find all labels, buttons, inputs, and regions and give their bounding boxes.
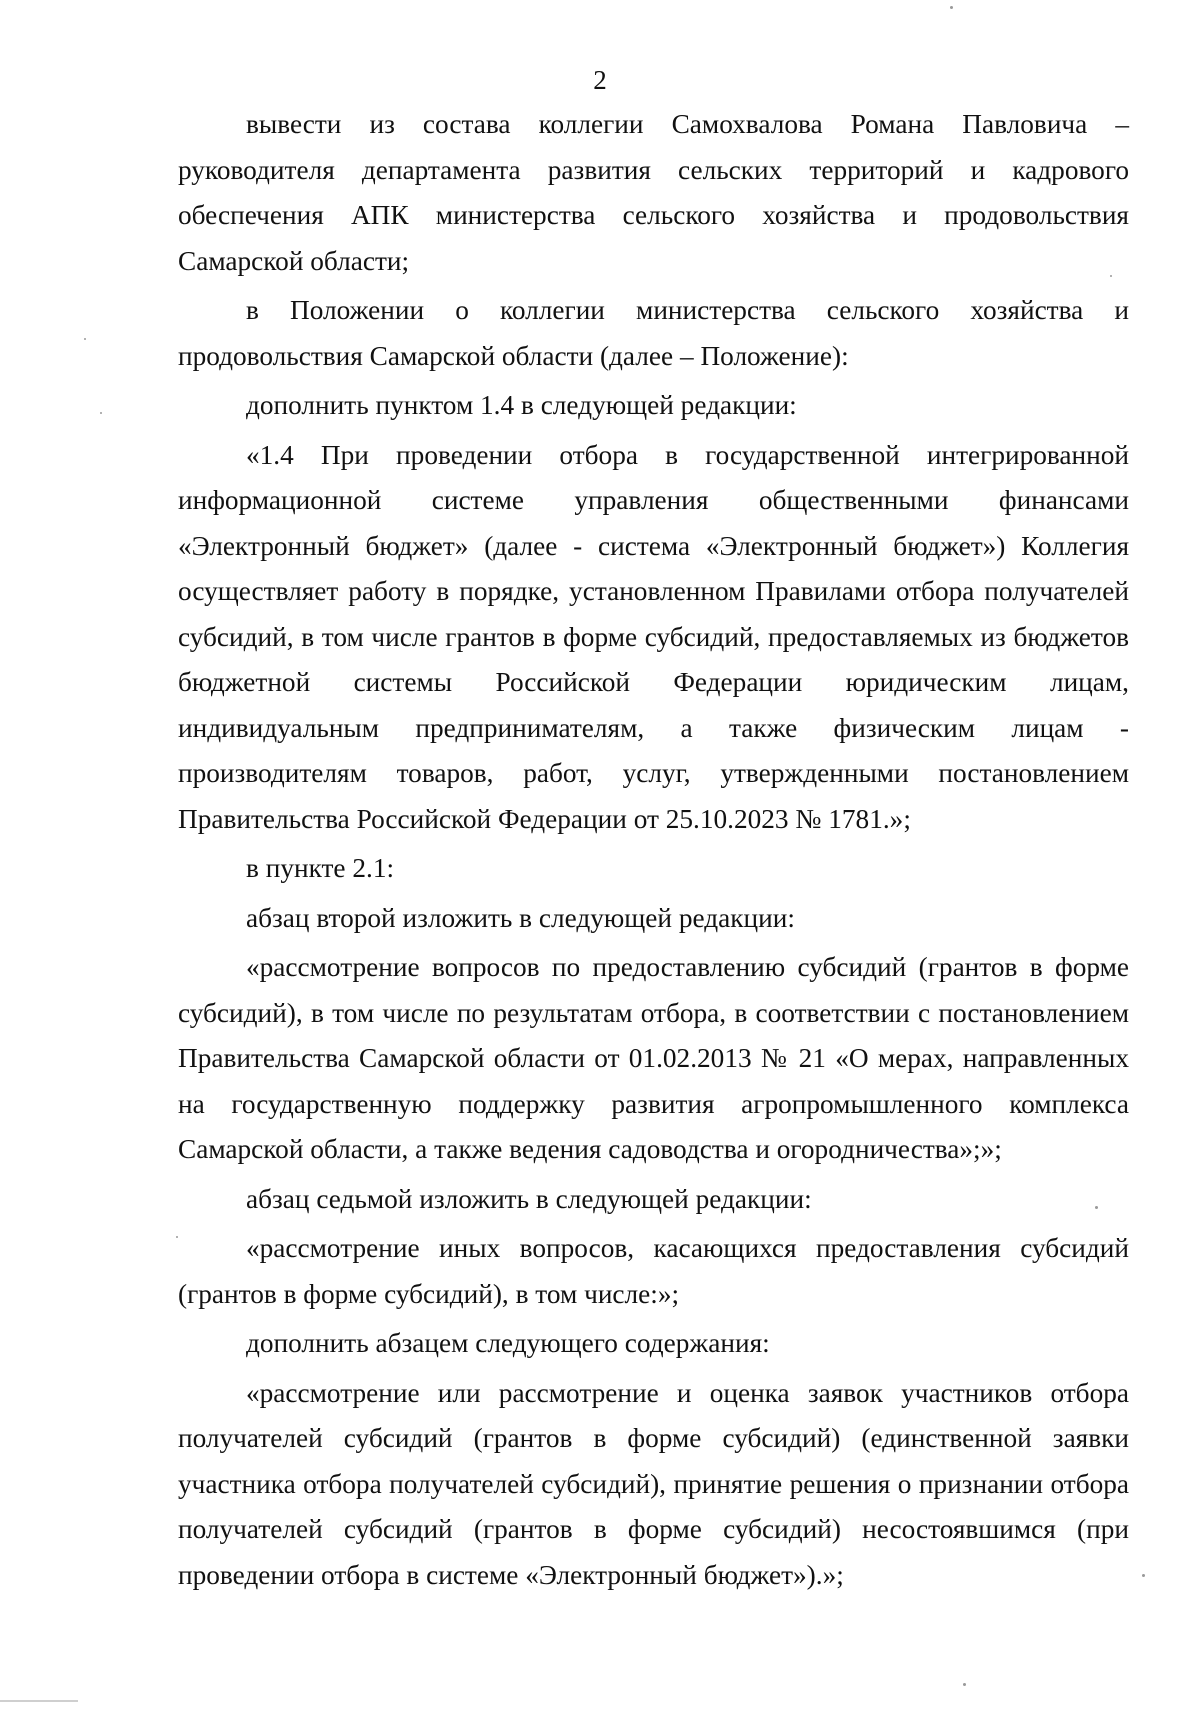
paragraph-clause-1-4-text: «1.4 При проведении отбора в государственной интегрированной информационной системе управления общественными финансами «Электронный бюджет» (далее - система «Электронный бюджет») Коллегия осуществляет работу в порядке, установленном Правилами отбора получателей субсидий, в том числе грантов в форме субсидий, предоставляемых из бюджетов бюджетной системы Российской Федерации юридическим лицам, индивидуальным предпринимателям, а также физическим лицам - производителям товаров, работ, услуг, утвержденными постановлением Правительства Российской Федерации от 25.10.2023 № 1781.»; [178, 439, 1129, 834]
scan-speck [963, 1683, 966, 1686]
scan-speck [1110, 275, 1112, 277]
paragraph-second-abzac-text: «рассмотрение вопросов по предоставлению субсидий (грантов в форме субсидий), в том числе по результатам отбора, в соответствии с постановлением Правительства Самарской области от 01.02.2013 № 21 «О мерах, направленных на государственную поддержку развития агропромышленного комплекса Самарской области, а также ведения садоводства и огородничества»;»; [178, 952, 1129, 1164]
paragraph-remove-member: вывести из состава коллегии Самохвалова Романа Павловича – руководителя департамента развития сельских территорий и кадрового обеспечения АПК министерства сельского хозяйства и продовольствия Самарской области; [178, 109, 1129, 276]
scan-speck [100, 412, 102, 414]
paragraph-seventh-abzac-intro: абзац седьмой изложить в следующей редакции: [246, 1183, 812, 1214]
scan-speck [950, 6, 953, 9]
paragraph-add-clause-1-4: дополнить пунктом 1.4 в следующей редакции: [246, 390, 797, 420]
paragraph-regulation-intro: в Положении о коллегии министерства сельского хозяйства и продовольствия Самарской области (далее – Положение): [178, 295, 1129, 371]
paragraph-add-abzac-intro: дополнить абзацем следующего содержания: [246, 1328, 770, 1358]
paragraph-add-abzac-text: «рассмотрение или рассмотрение и оценка заявок участников отбора получателей субсидий (грантов в форме субсидий) (единственной заявки участника отбора получателей субсидий), принятие решения о признании отбора получателей субсидий (грантов в форме субсидий) несостоявшимся (при проведении отбора в системе «Электронный бюджет»).»; [178, 1377, 1129, 1590]
scan-speck [84, 338, 86, 340]
paragraph-second-abzac-intro: абзац второй изложить в следующей редакции: [246, 902, 795, 933]
paragraph-clause-2-1: в пункте 2.1: [246, 853, 395, 883]
page-number: 2 [593, 65, 607, 95]
paragraph-seventh-abzac-text: «рассмотрение иных вопросов, касающихся предоставления субсидий (грантов в форме субсидий), в том числе:»; [178, 1233, 1129, 1309]
scan-speck [1095, 1206, 1098, 1209]
scan-speck [1142, 1574, 1145, 1577]
scan-speck [176, 1236, 178, 1238]
document-body [178, 102, 1129, 1598]
scan-edge-line [0, 1700, 78, 1702]
